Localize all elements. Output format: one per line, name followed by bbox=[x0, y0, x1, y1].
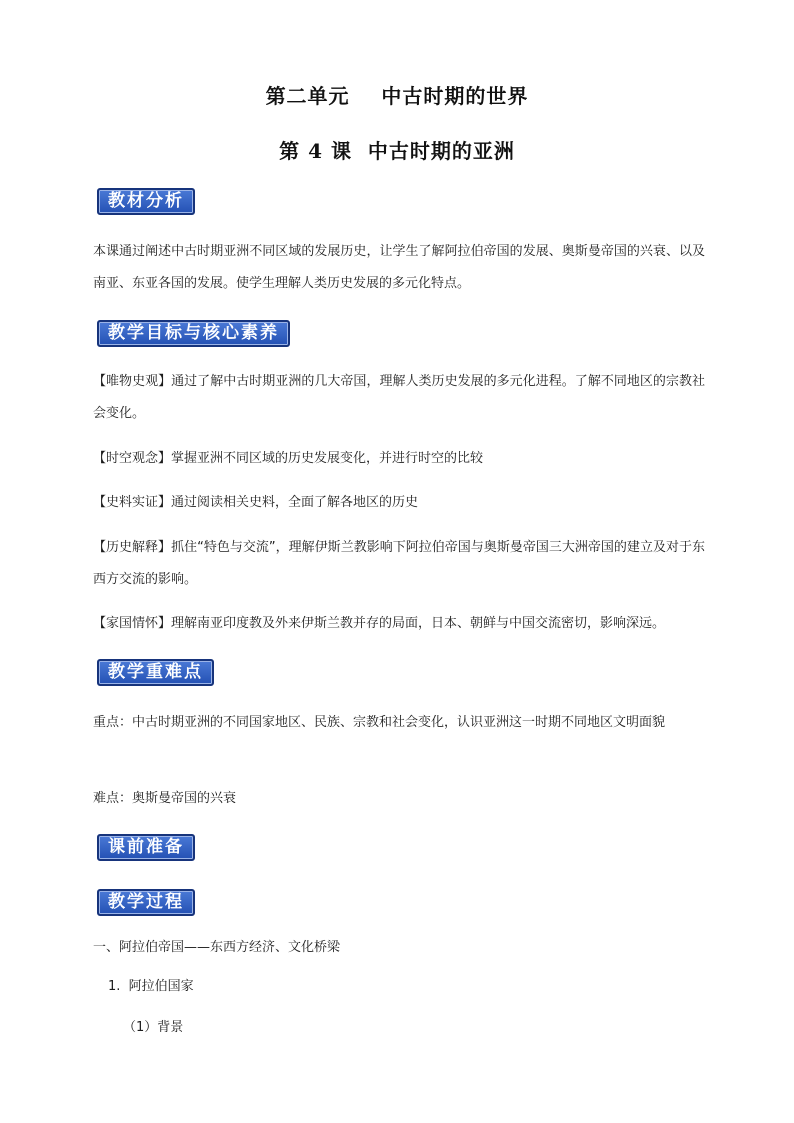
process-sub-heading: 1. 阿拉伯国家 bbox=[108, 979, 194, 994]
process-heading: 一、阿拉伯帝国——东西方经济、文化桥梁 bbox=[93, 940, 341, 955]
process-sub-sub-heading: （1）背景 bbox=[123, 1020, 184, 1035]
goal-item-interpretation: 【历史解释】抓住“特色与交流”，理解伊斯兰教影响下阿拉伯帝国与奥斯曼帝国三大洲帝国的建立及对于东西方交流的影响。 bbox=[93, 540, 705, 587]
goal-item-space-time: 【时空观念】掌握亚洲不同区域的历史发展变化，并进行时空的比较 bbox=[93, 451, 484, 466]
section-badge-key-points: 教学重难点 bbox=[97, 659, 214, 686]
lesson-title: 第 4 课 中古时期的亚洲 bbox=[279, 139, 515, 163]
analysis-text: 本课通过阐述中古时期亚洲不同区域的发展历史，让学生了解阿拉伯帝国的发展、奥斯曼帝国的兴衰、以及南亚、东亚各国的发展。使学生理解人类历史发展的多元化特点。 bbox=[93, 244, 705, 291]
goal-item-evidence: 【史料实证】通过阅读相关史料，全面了解各地区的历史 bbox=[93, 495, 419, 510]
section-badge-process: 教学过程 bbox=[97, 889, 195, 916]
goal-item-materialism: 【唯物史观】通过了解中古时期亚洲的几大帝国，理解人类历史发展的多元化进程。了解不同地区的宗教社会变化。 bbox=[93, 374, 705, 421]
unit-title: 第二单元 中古时期的世界 bbox=[265, 84, 529, 108]
section-badge-analysis: 教材分析 bbox=[97, 188, 195, 215]
section-badge-goals: 教学目标与核心素养 bbox=[97, 320, 290, 347]
key-point-difficulty: 难点：奥斯曼帝国的兴衰 bbox=[93, 791, 237, 806]
goal-item-patriotism: 【家国情怀】理解南亚印度教及外来伊斯兰教并存的局面，日本、朝鲜与中国交流密切，影响深远。 bbox=[93, 616, 666, 631]
key-point-focus: 重点：中古时期亚洲的不同国家地区、民族、宗教和社会变化，认识亚洲这一时期不同地区文明面貌 bbox=[93, 715, 666, 730]
section-badge-prep: 课前准备 bbox=[97, 834, 195, 861]
